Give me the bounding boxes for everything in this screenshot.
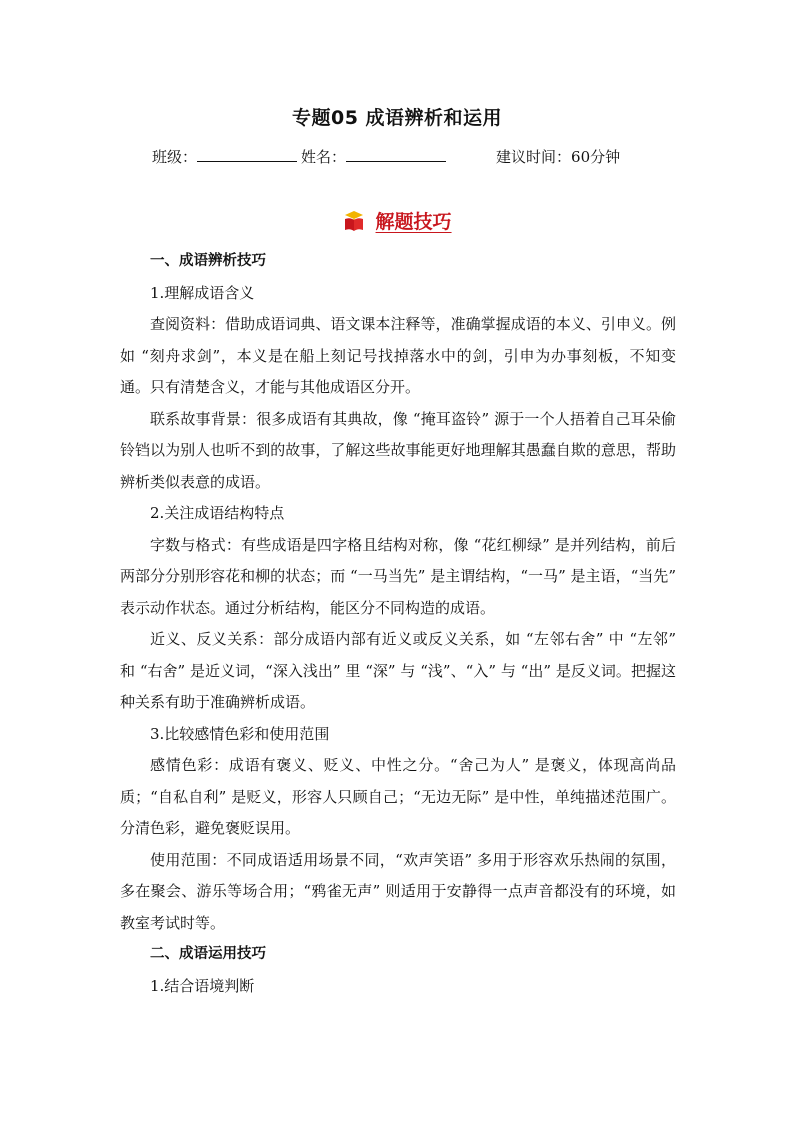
paragraph: 联系故事背景：很多成语有其典故，像 “掩耳盗铃” 源于一个人捂着自己耳朵偷铃铛以为别人也听不到的故事，了解这些故事能更好地理解其愚蠢自欺的意思，帮助辨析类似表意的成语。 bbox=[120, 409, 676, 491]
paragraph: 近义、反义关系：部分成语内部有近义或反义关系，如 “左邻右舍” 中 “左邻” 和 “右舍” 是近义词，“深入浅出” 里 “深” 与 “浅”、“入” 与 “出” 是反义词。把握这种关系有助于准确辨析成语。 bbox=[120, 630, 676, 711]
book-icon bbox=[342, 209, 366, 233]
heading-level2: 2.关注成语结构特点 bbox=[150, 504, 285, 522]
suggested-time: 建议时间：60分钟 bbox=[496, 148, 621, 166]
paragraph: 查阅资料：借助成语词典、语文课本注释等，准确掌握成语的本义、引申义。例如 “刻舟求剑”，本义是在船上刻记号找掉落水中的剑，引申为办事刻板，不知变通。只有清楚含义，才能与其他成语区分开。 bbox=[120, 315, 676, 396]
paragraph: 感情色彩：成语有褒义、贬义、中性之分。“舍己为人” 是褒义，体现高尚品质；“自私自利” 是贬义，形容人只顾自己；“无边无际” 是中性，单纯描述范围广。分清色彩，避免褒贬误用。 bbox=[120, 756, 676, 837]
section-heading-label: 解题技巧 bbox=[375, 211, 452, 233]
heading-level1: 一、成语辨析技巧 bbox=[150, 253, 266, 269]
class-label: 班级： bbox=[152, 148, 198, 166]
heading-level1: 二、成语运用技巧 bbox=[150, 946, 266, 962]
name-label: 姓名： bbox=[301, 148, 347, 166]
paragraph: 使用范围：不同成语适用场景不同，“欢声笑语” 多用于形容欢乐热闹的氛围，多在聚会、游乐等场合用；“鸦雀无声” 则适用于安静得一点声音都没有的环境，如教室考试时等。 bbox=[120, 850, 676, 932]
heading-level2: 3.比较感情色彩和使用范围 bbox=[150, 724, 330, 743]
heading-level2: 1.理解成语含义 bbox=[150, 283, 255, 302]
main-content bbox=[120, 246, 676, 1002]
class-blank bbox=[197, 147, 297, 162]
page-title: 专题05 成语辨析和运用 bbox=[291, 107, 503, 129]
section-heading bbox=[0, 207, 794, 234]
name-blank bbox=[346, 147, 446, 162]
heading-level2: 1.结合语境判断 bbox=[150, 976, 255, 995]
paragraph: 字数与格式：有些成语是四字格且结构对称，像 “花红柳绿” 是并列结构，前后两部分分别形容花和柳的状态；而 “一马当先” 是主谓结构，“一马” 是主语，“当先” 表示动作状态。通过分析结构，能区分不同构造的成语。 bbox=[120, 535, 676, 617]
student-info-row bbox=[152, 146, 712, 167]
